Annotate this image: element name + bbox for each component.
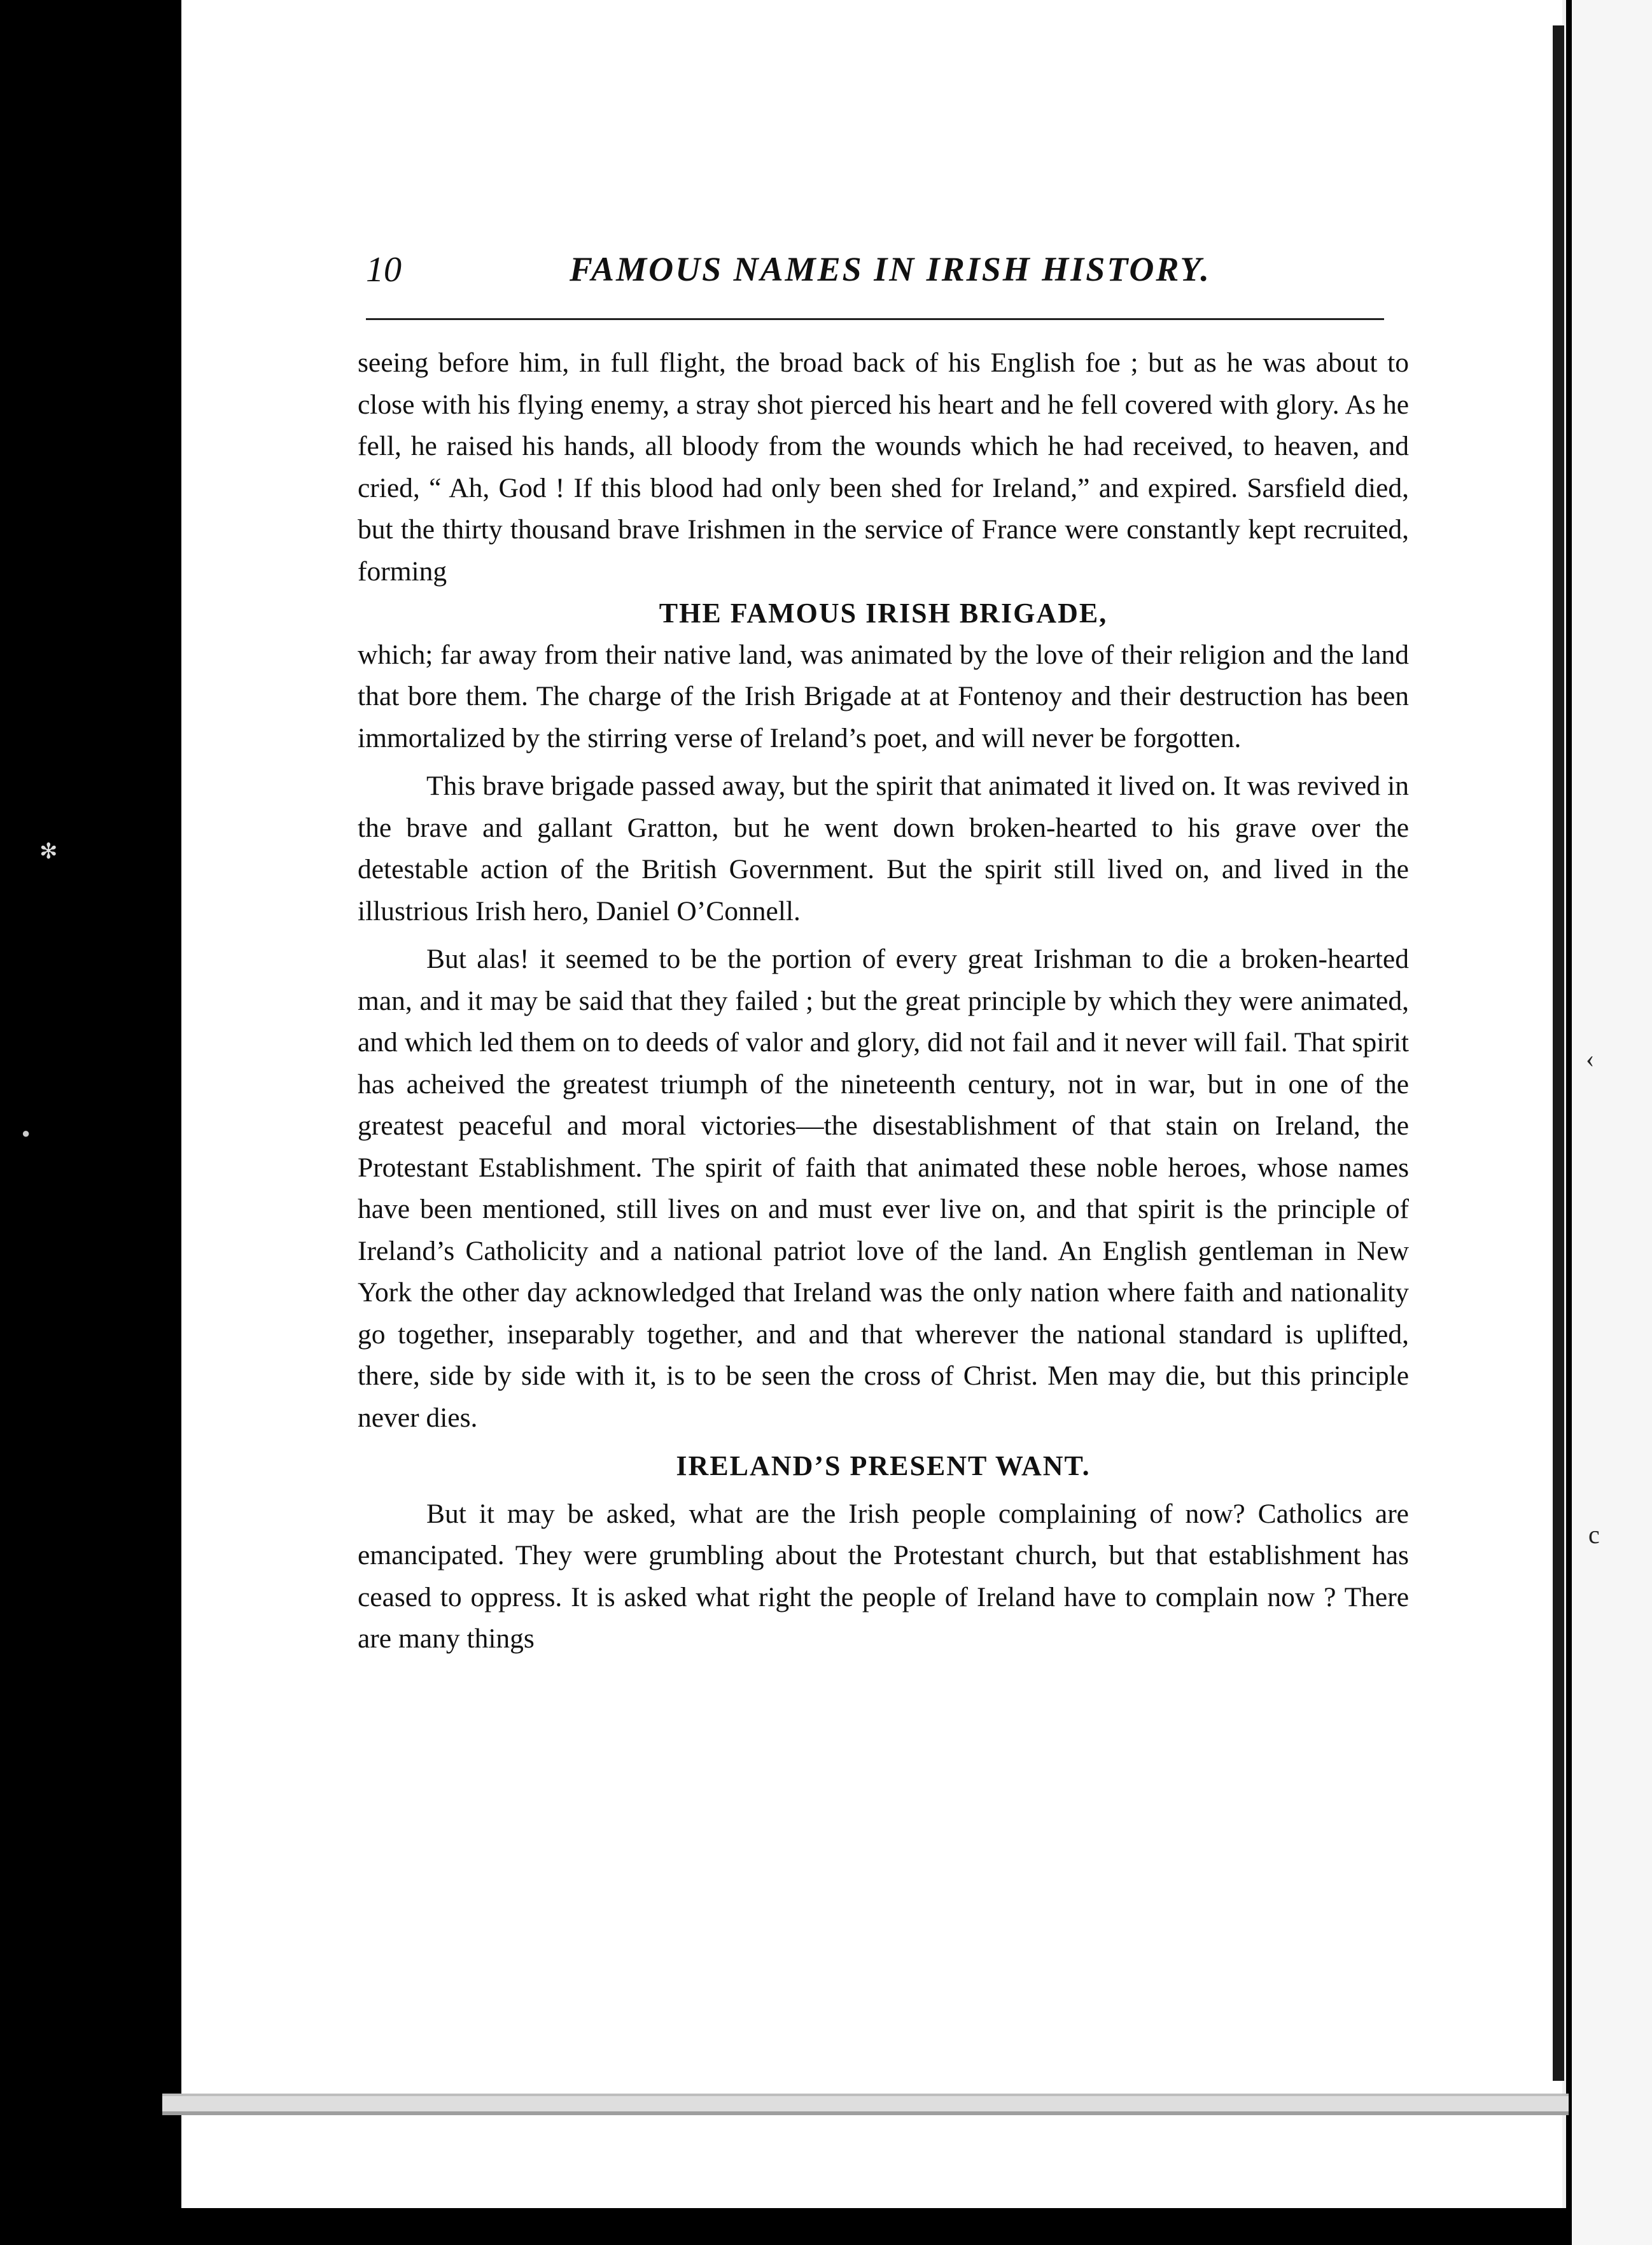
paragraph: But it may be asked, what are the Irish people complaining of now? Catholics are emancipated. They were grumbling about the Protestant church, but that establishment has ceased to oppress. It is asked what right the people of Ireland have to complain now ? There are many things — [358, 1498, 1409, 1654]
margin-speck: ● — [22, 1125, 31, 1141]
page-number: 10 — [366, 250, 402, 290]
paragraph: which; far away from their native land, was animated by the love of their religion and the land that bore them. The charge of the Irish Brigade at at Fontenoy and their destruction has been immortalized by the stirring verse of Ireland’s poet, and will never be forgotten. — [358, 639, 1409, 753]
paragraph-gap — [358, 1439, 1409, 1445]
page-stack-edge — [162, 2094, 1569, 2115]
paragraph-gap — [358, 1487, 1409, 1493]
paragraph: seeing before him, in full flight, the broad back of his English foe ; but as he was about to close with his flying enemy, a stray shot pierced his heart and he fell covered with glory. As he fell, he raised his hands, all bloody from the wounds which he had received, to heaven, and cried, “ Ah, God ! If this blood had only been shed for Ireland,” and expired. Sarsfield died, but the thirty thousand brave Irishmen in the service of France were constantly kept recruited, forming — [358, 347, 1409, 587]
scan-border-left — [0, 0, 181, 2245]
paragraph: But alas! it seemed to be the portion of every great Irishman to die a broken-hearted man, and it may be said that they failed ; but the great principle by which they were animated, and which led them on to deeds of valor and glory, did not fail and it never will fail. That spirit has acheived the greatest triumph of the nineteenth century, not in war, but in one of the greatest peaceful and moral victories—the disestablishment of that stain on Ireland, the Protestant Establishment. The spirit of faith that animated these noble heroes, whose names have been mentioned, still lives on and must ever live on, and that spirit is the principle of Ireland’s Catholicity and a national patriot love of the land. An English gentleman in New York the other day acknowledged that Ireland was the only nation where faith and nationality go together, inseparably together, and and that wherever the national standard is uplifted, there, side by side with it, is to be seen the cross of Christ. Men may die, but this principle never dies. — [358, 944, 1409, 1433]
paragraph: This brave brigade passed away, but the spirit that animated it lived on. It was revived in the brave and gallant Gratton, but he went down broken-hearted to his grave over the detestable action of the British Government. But the spirit still lived on, and lived in the illustrious Irish hero, Daniel O’Connell. — [358, 771, 1409, 927]
body-text — [358, 342, 1409, 1660]
page-header — [366, 249, 1390, 294]
adjacent-page-edge — [1572, 0, 1652, 2245]
running-title: FAMOUS NAMES IN IRISH HISTORY. — [570, 250, 1211, 288]
section-heading: THE FAMOUS IRISH BRIGADE, — [659, 598, 1108, 629]
margin-speck: c — [1588, 1520, 1600, 1549]
header-rule — [366, 318, 1384, 320]
margin-speck: ‹ — [1586, 1044, 1595, 1073]
margin-speck: ✻ — [39, 840, 58, 864]
paragraph-gap — [358, 932, 1409, 939]
paragraph-gap — [358, 759, 1409, 766]
section-heading: IRELAND’S PRESENT WANT. — [676, 1450, 1091, 1481]
book-gutter — [1553, 25, 1564, 2081]
